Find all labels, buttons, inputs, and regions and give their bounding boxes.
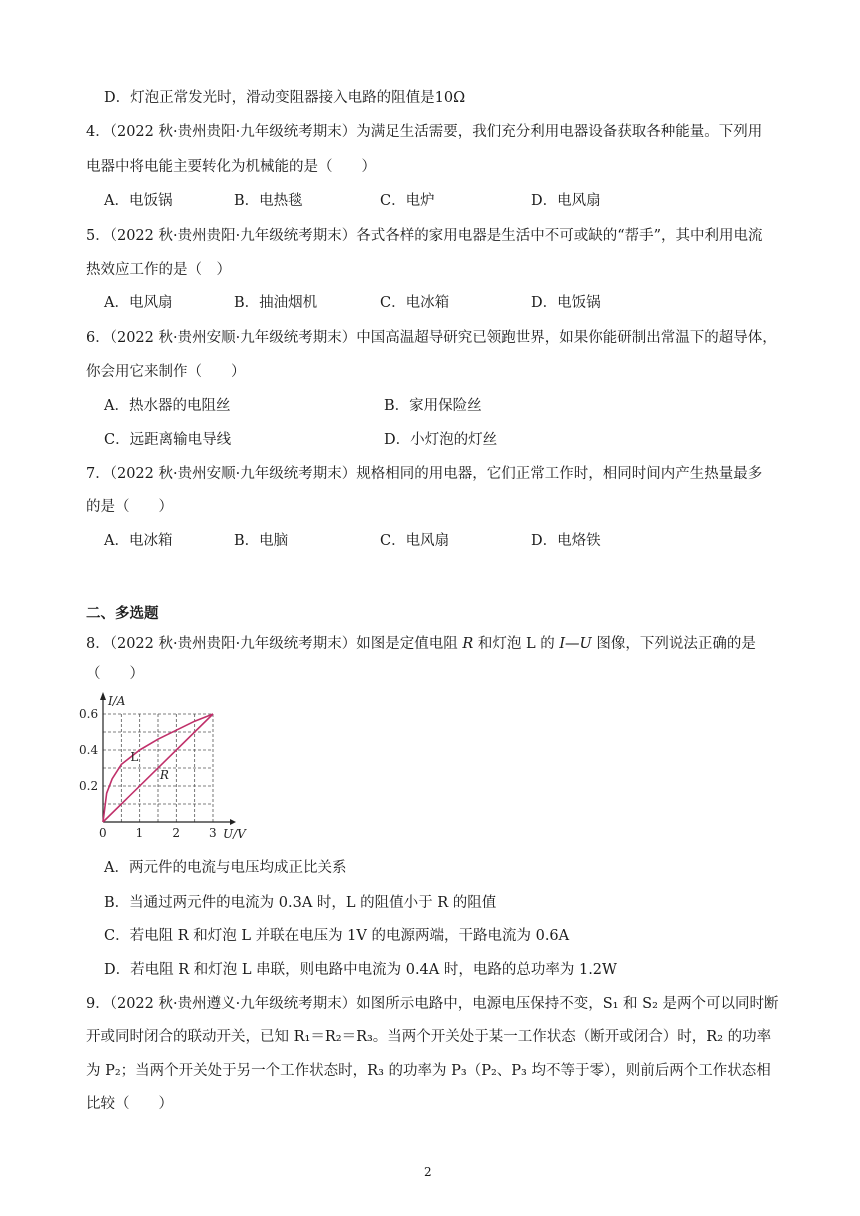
- q6-option-a: A．热水器的电阻丝: [104, 398, 231, 414]
- iu-graph: [78, 686, 268, 846]
- q7-option-d: D．电烙铁: [531, 533, 601, 549]
- q5-stem-line2: 热效应工作的是（ ）: [86, 262, 231, 278]
- x-tick-label: 0: [99, 826, 107, 840]
- q4-stem-line2: 电器中将电能主要转化为机械能的是（ ）: [86, 159, 376, 175]
- q7-stem-line2: 的是（ ）: [86, 499, 173, 515]
- q8-stem-part-c: 图像，下列说法正确的是: [591, 636, 756, 652]
- y-tick-label: 0.6: [79, 707, 99, 721]
- q5-option-d: D．电饭锅: [531, 295, 601, 311]
- x-tick-label: 2: [172, 826, 180, 840]
- q7-option-c: C．电风扇: [380, 533, 450, 549]
- q9-stem-line1: 9．（2022 秋·贵州遵义·九年级统考期末）如图所示电路中，电源电压保持不变，S₁ 和 S₂ 是两个可以同时断: [86, 996, 779, 1012]
- q3-option-d: D．灯泡正常发光时，滑动变阻器接入电路的阻值是10Ω: [104, 90, 466, 106]
- x-axis-label: U/V: [223, 827, 246, 841]
- y-axis-arrow: [100, 692, 106, 700]
- q7-stem-line1: 7．（2022 秋·贵州安顺·九年级统考期末）规格相同的用电器，它们正常工作时，相同时间内产生热量最多: [86, 466, 763, 482]
- q9-stem-line2: 开或同时闭合的联动开关，已知 R₁＝R₂＝R₃。当两个开关处于某一工作状态（断开或闭合）时，R₂ 的功率: [86, 1029, 772, 1045]
- q7-option-b: B．电脑: [234, 533, 289, 549]
- page-number: 2: [424, 1165, 432, 1179]
- q9-stem-line3: 为 P₂；当两个开关处于另一个工作状态时，R₃ 的功率为 P₃（P₂、P₃ 均不等于零），则前后两个工作状态相: [86, 1063, 771, 1079]
- q8-option-a: A．两元件的电流与电压均成正比关系: [104, 860, 347, 876]
- q4-option-b: B．电热毯: [234, 193, 303, 209]
- q6-stem-line2: 你会用它来制作（ ）: [86, 364, 246, 380]
- q4-option-d: D．电风扇: [531, 193, 601, 209]
- y-tick-label: 0.4: [79, 743, 99, 757]
- q6-stem-line1: 6．（2022 秋·贵州安顺·九年级统考期末）中国高温超导研究已领跑世界，如果你能研制出常温下的超导体，: [86, 330, 777, 346]
- q5-option-c: C．电冰箱: [380, 295, 450, 311]
- q8-stem-line2: （ ）: [86, 666, 144, 682]
- q8-option-d: D．若电阻 R 和灯泡 L 串联，则电路中电流为 0.4A 时，电路的总功率为 1.2W: [104, 962, 617, 978]
- q8-stem-r: R: [462, 636, 474, 652]
- x-tick-label: 3: [209, 826, 217, 840]
- q8-stem-part-b: 和灯泡 L 的: [473, 636, 560, 652]
- y-axis-label: I/A: [108, 694, 126, 708]
- q5-option-a: A．电风扇: [104, 295, 173, 311]
- y-tick-label: 0.2: [79, 779, 99, 793]
- q6-option-d: D．小灯泡的灯丝: [384, 432, 498, 448]
- q8-stem-part-a: 8．（2022 秋·贵州贵阳·九年级统考期末）如图是定值电阻: [86, 636, 463, 652]
- q5-option-b: B．抽油烟机: [234, 295, 318, 311]
- series-label-L: L: [130, 750, 139, 765]
- q8-stem-iu: I—U: [559, 636, 592, 652]
- q4-option-a: A．电饭锅: [104, 193, 173, 209]
- section-heading-multiple-choice: 二、多选题: [86, 605, 159, 622]
- q5-stem-line1: 5．（2022 秋·贵州贵阳·九年级统考期末）各式各样的家用电器是生活中不可或缺的“帮手”，其中利用电流: [86, 228, 763, 244]
- x-axis-arrow: [230, 819, 236, 825]
- q4-stem-line1: 4．（2022 秋·贵州贵阳·九年级统考期末）为满足生活需要，我们充分利用电器设备获取各种能量。下列用: [86, 124, 763, 140]
- q7-option-a: A．电冰箱: [104, 533, 173, 549]
- series-label-R: R: [159, 768, 169, 783]
- q4-option-c: C．电炉: [380, 193, 435, 209]
- q8-stem-line1: [86, 634, 756, 654]
- q9-stem-line4: 比较（ ）: [86, 1096, 173, 1112]
- q6-option-b: B．家用保险丝: [384, 398, 482, 414]
- x-tick-label: 1: [135, 826, 144, 840]
- q8-option-b: B．当通过两元件的电流为 0.3A 时，L 的阻值小于 R 的阻值: [104, 895, 497, 911]
- q8-option-c: C．若电阻 R 和灯泡 L 并联在电压为 1V 的电源两端，干路电流为 0.6A: [104, 928, 570, 944]
- q6-option-c: C．远距离输电导线: [104, 432, 232, 448]
